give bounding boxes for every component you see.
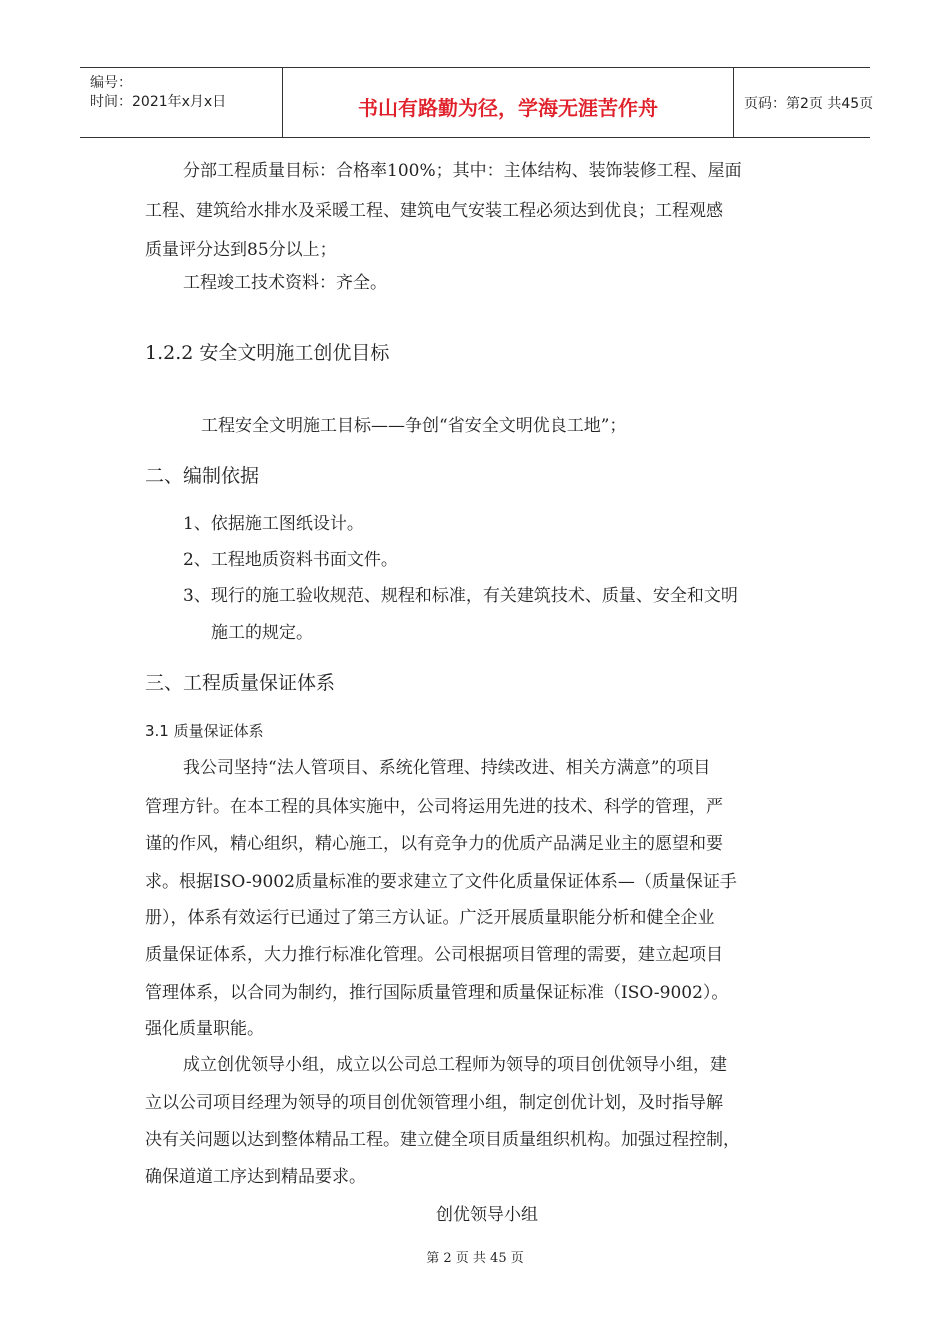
subsection-3-1-heading: 3.1 质量保证体系 (145, 722, 264, 740)
paragraph-line: 分部工程质量目标：合格率100%；其中：主体结构、装饰装修工程、屋面 (183, 161, 742, 181)
paragraph-line: 工程竣工技术资料：齐全。 (183, 273, 387, 293)
paragraph-line: 我公司坚持“法人管项目、系统化管理、持续改进、相关方满意”的项目 (183, 758, 711, 778)
paragraph-line: 强化质量职能。 (145, 1019, 264, 1039)
section-2-heading: 二、编制依据 (145, 465, 260, 487)
document-header (80, 67, 874, 138)
page-footer: 第 2 页 共 45 页 (426, 1251, 524, 1266)
list-item: 2、工程地质资料书面文件。 (183, 550, 398, 570)
list-item: 3、现行的施工验收规范、规程和标准，有关建筑技术、质量、安全和文明 (183, 586, 738, 606)
paragraph-line: 质量评分达到85分以上； (145, 240, 337, 260)
header-page-code: 页码：第2页 共45页 (744, 96, 874, 112)
document-number-label: 编号： (90, 75, 132, 91)
header-motto-cell (283, 68, 734, 137)
document-date: 时间：2021年x月x日 (90, 94, 227, 110)
paragraph-line: 立以公司项目经理为领导的项目创优领管理小组，制定创优计划，及时指导解 (145, 1093, 723, 1113)
heading-1-2-2: 1.2.2 安全文明施工创优目标 (145, 342, 390, 364)
header-page-cell (734, 68, 874, 137)
paragraph-line: 确保道道工序达到精品要求。 (145, 1167, 366, 1187)
paragraph-line: 成立创优领导小组，成立以公司总工程师为领导的项目创优领导小组，建 (183, 1055, 727, 1075)
paragraph-line: 工程、建筑给水排水及采暖工程、建筑电气安装工程必须达到优良；工程观感 (145, 201, 723, 221)
paragraph-line: 册），体系有效运行已通过了第三方认证。广泛开展质量职能分析和健全企业 (145, 908, 715, 928)
paragraph-line: 质量保证体系，大力推行标准化管理。公司根据项目管理的需要，建立起项目 (145, 945, 723, 965)
header-info-cell (80, 68, 283, 137)
paragraph-line: 决有关问题以达到整体精品工程。建立健全项目质量组织机构。加强过程控制， (145, 1130, 740, 1150)
safety-goal-text: 工程安全文明施工目标——争创“省安全文明优良工地”； (201, 416, 627, 436)
paragraph-line: 管理方针。在本工程的具体实施中，公司将运用先进的技术、科学的管理，严 (145, 797, 723, 817)
list-item: 1、依据施工图纸设计。 (183, 514, 364, 534)
paragraph-line: 求。根据ISO-9002质量标准的要求建立了文件化质量保证体系—（质量保证手 (145, 872, 737, 892)
list-item-continuation: 施工的规定。 (211, 623, 313, 643)
paragraph-line: 管理体系，以合同为制约，推行国际质量管理和质量保证标准（ISO-9002）。 (145, 983, 729, 1003)
section-3-heading: 三、工程质量保证体系 (145, 672, 336, 694)
figure-caption: 创优领导小组 (436, 1205, 538, 1225)
header-motto: 书山有路勤为径，学海无涯苦作舟 (358, 96, 658, 120)
paragraph-line: 谨的作风，精心组织，精心施工，以有竞争力的优质产品满足业主的愿望和要 (145, 834, 723, 854)
